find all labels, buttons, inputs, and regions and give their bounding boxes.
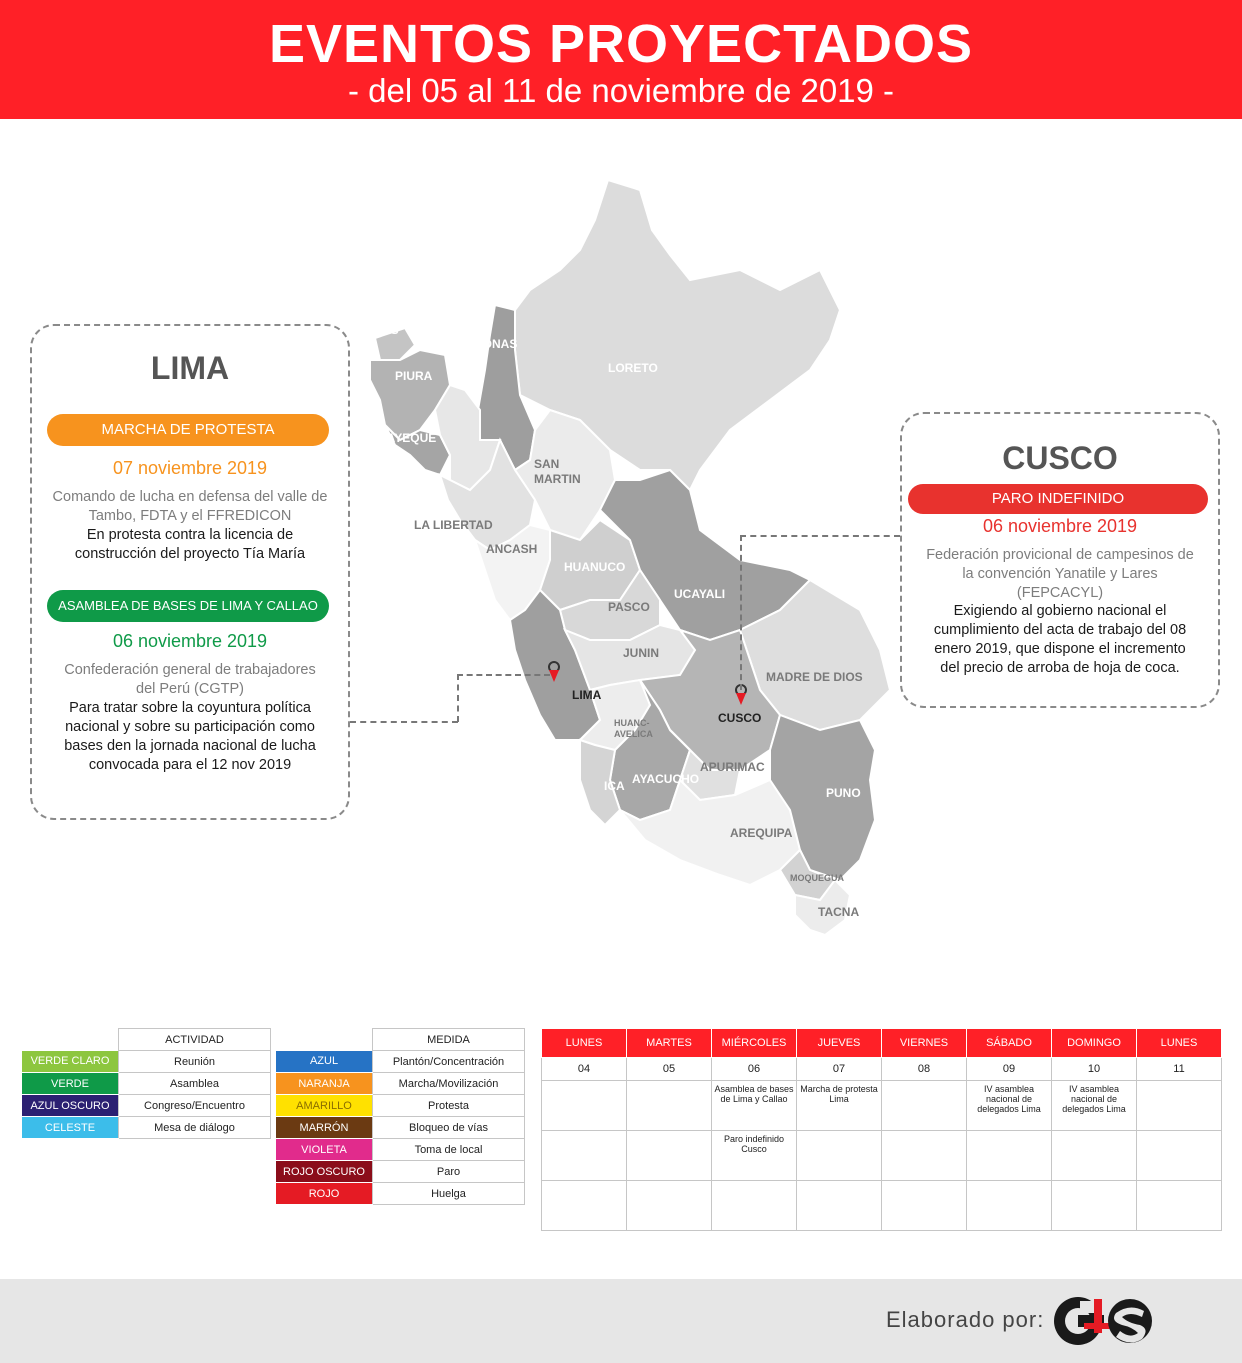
label-arequipa: AREQUIPA <box>730 826 793 840</box>
lima-event2-desc-line: convocada para el 12 nov 2019 <box>88 757 292 773</box>
legend-label: Reunión <box>119 1051 271 1073</box>
lima-event2-org-line: Confederación general de trabajadores <box>64 662 316 678</box>
color-swatch: ROJO OSCURO <box>276 1161 373 1183</box>
cusco-event1-desc-line: enero 2019, que dispone el incremento <box>934 641 1186 657</box>
legend-row <box>22 1095 271 1117</box>
lima-callout <box>30 324 350 820</box>
legend-row <box>22 1117 271 1139</box>
footer <box>0 1279 1242 1363</box>
calendar-event-cell <box>967 1181 1052 1231</box>
calendar-event-cell: IV asamblea nacional de delegados Lima <box>1052 1081 1137 1131</box>
label-cusco: CUSCO <box>718 711 762 725</box>
legend-row <box>22 1051 271 1073</box>
cusco-event1-org-line: (FEPCACYL) <box>1016 585 1104 601</box>
g4s-logo <box>1050 1293 1154 1349</box>
legend-blank-cell <box>276 1029 373 1051</box>
calendar-event-cell <box>882 1181 967 1231</box>
cusco-callout-title: CUSCO <box>1002 440 1118 476</box>
calendar-day-header: VIERNES <box>882 1029 967 1058</box>
calendar-day-header: JUEVES <box>797 1029 882 1058</box>
color-swatch: AZUL <box>276 1051 373 1073</box>
legend-row <box>276 1161 525 1183</box>
label-pasco: PASCO <box>608 600 650 614</box>
calendar-event-cell <box>712 1181 797 1231</box>
legend-row <box>276 1183 525 1205</box>
calendar-event-cell <box>882 1131 967 1181</box>
calendar-event-cell <box>542 1081 627 1131</box>
color-swatch: AMARILLO <box>276 1095 373 1117</box>
label-ayacucho: AYACUCHO <box>632 772 700 786</box>
calendar-day-header: SÁBADO <box>967 1029 1052 1058</box>
calendar-event-row <box>542 1081 1222 1131</box>
legend-blank-cell <box>22 1029 119 1051</box>
calendar-date: 10 <box>1052 1058 1137 1081</box>
calendar-event-cell <box>627 1181 712 1231</box>
calendar-event-row <box>542 1131 1222 1181</box>
header-banner <box>0 0 1242 119</box>
calendar-date: 09 <box>967 1058 1052 1081</box>
label-ancash: ANCASH <box>486 542 538 556</box>
label-huancavelica-1: HUANC- <box>614 718 650 728</box>
color-swatch: CELESTE <box>22 1117 119 1139</box>
calendar-event-cell <box>797 1131 882 1181</box>
label-amazonas: AMAZONAS <box>448 337 518 351</box>
calendar-date: 11 <box>1137 1058 1222 1081</box>
label-la-libertad: LA LIBERTAD <box>414 518 493 532</box>
calendar-day-header: DOMINGO <box>1052 1029 1137 1058</box>
peru-map <box>340 170 900 950</box>
color-swatch: VERDE CLARO <box>22 1051 119 1073</box>
lima-event2-desc-line: nacional y sobre su participación como <box>65 719 315 735</box>
calendar-date: 06 <box>712 1058 797 1081</box>
cusco-event1-desc-line: Exigiendo al gobierno nacional el <box>953 603 1167 619</box>
lima-event1-org-line: Tambo, FDTA y el FFREDICON <box>88 508 292 524</box>
calendar-event-cell: IV asamblea nacional de delegados Lima <box>967 1081 1052 1131</box>
color-swatch: VERDE <box>22 1073 119 1095</box>
calendar-event-cell <box>1137 1131 1222 1181</box>
cusco-connector-h <box>740 535 900 537</box>
legend-label: Congreso/Encuentro <box>119 1095 271 1117</box>
measure-legend-header: MEDIDA <box>373 1029 525 1051</box>
label-apurimac: APURIMAC <box>700 760 765 774</box>
calendar-event-cell: Paro indefinido Cusco <box>712 1131 797 1181</box>
calendar-event-cell <box>627 1131 712 1181</box>
label-moquegua: MOQUEGUA <box>790 873 844 883</box>
activity-legend <box>22 1028 271 1139</box>
calendar-event-cell <box>967 1131 1052 1181</box>
page-title: EVENTOS PROYECTADOS <box>268 14 974 74</box>
calendar-date: 07 <box>797 1058 882 1081</box>
label-ucayali: UCAYALI <box>674 587 726 601</box>
calendar-event-cell: Marcha de protesta Lima <box>797 1081 882 1131</box>
lima-event2-date: 06 noviembre 2019 <box>112 631 268 651</box>
legend-label: Plantón/Concentración <box>373 1051 525 1073</box>
cusco-event1-org-line: la convención Yanatile y Lares <box>962 566 1158 582</box>
label-lambayeque: LAMBAYEQUE <box>352 431 437 445</box>
legend-label: Bloqueo de vías <box>373 1117 525 1139</box>
legend-row <box>22 1073 271 1095</box>
label-junin: JUNIN <box>623 646 660 660</box>
cusco-connector-v <box>740 535 742 690</box>
legend-label: Mesa de diálogo <box>119 1117 271 1139</box>
label-loreto: LORETO <box>608 361 658 375</box>
label-san-martin-1: SAN <box>534 457 560 471</box>
weekly-calendar <box>541 1028 1222 1231</box>
calendar-date: 05 <box>627 1058 712 1081</box>
legend-label: Marcha/Movilización <box>373 1073 525 1095</box>
label-madre-de-dios: MADRE DE DIOS <box>766 670 863 684</box>
lima-event1-date: 07 noviembre 2019 <box>112 458 268 478</box>
lima-event1-desc-line: En protesta contra la licencia de <box>86 527 294 543</box>
lima-event2-desc-line: Para tratar sobre la coyuntura política <box>69 700 311 716</box>
color-swatch: AZUL OSCURO <box>22 1095 119 1117</box>
lima-event1-description <box>42 526 338 564</box>
lima-callout-title: LIMA <box>150 350 230 386</box>
cusco-event1-org <box>912 546 1208 603</box>
peru-map-svg <box>340 170 900 950</box>
color-swatch: MARRÓN <box>276 1117 373 1139</box>
lima-event1-org <box>42 488 338 526</box>
label-piura: PIURA <box>395 369 433 383</box>
calendar-event-cell <box>1052 1131 1137 1181</box>
calendar-date: 04 <box>542 1058 627 1081</box>
cusco-event1-desc-line: cumplimiento del acta de trabajo del 08 <box>933 622 1187 638</box>
label-puno: PUNO <box>826 786 861 800</box>
label-san-martin-2: MARTIN <box>534 472 581 486</box>
calendar-day-header: LUNES <box>1137 1029 1222 1058</box>
cusco-callout <box>900 412 1220 708</box>
lima-event2-org <box>42 661 338 699</box>
calendar-event-cell <box>542 1181 627 1231</box>
label-huancavelica-2: AVELICA <box>614 729 653 739</box>
cusco-event1-description <box>912 602 1208 678</box>
cusco-event1-org-line: Federación provicional de campesinos de <box>926 547 1194 563</box>
label-lima: LIMA <box>572 688 602 702</box>
lima-event2-desc-line: bases den la jornada nacional de lucha <box>64 738 316 754</box>
cusco-event1-type-badge: PARO INDEFINIDO <box>908 484 1208 514</box>
color-swatch: NARANJA <box>276 1073 373 1095</box>
lima-connector-h1 <box>350 721 458 723</box>
legend-label: Asamblea <box>119 1073 271 1095</box>
cusco-event1-date: 06 noviembre 2019 <box>982 516 1138 536</box>
calendar-event-cell <box>797 1181 882 1231</box>
lima-event2-description <box>42 699 338 775</box>
calendar-event-cell <box>627 1081 712 1131</box>
measure-legend <box>276 1028 525 1205</box>
calendar-day-header: LUNES <box>542 1029 627 1058</box>
legend-label: Toma de local <box>373 1139 525 1161</box>
calendar-day-headers <box>542 1029 1222 1058</box>
legend-row <box>276 1051 525 1073</box>
activity-legend-header: ACTIVIDAD <box>119 1029 271 1051</box>
calendar-day-header: MIÉRCOLES <box>712 1029 797 1058</box>
legend-row <box>276 1117 525 1139</box>
color-swatch: VIOLETA <box>276 1139 373 1161</box>
legend-row <box>276 1139 525 1161</box>
label-tumbes: TUMBES <box>348 323 399 337</box>
calendar-event-cell: Asamblea de bases de Lima y Callao <box>712 1081 797 1131</box>
lima-connector-v <box>457 674 459 722</box>
lima-event2-org-line: del Perú (CGTP) <box>136 681 244 697</box>
calendar-date: 08 <box>882 1058 967 1081</box>
lima-connector-h2 <box>457 674 550 676</box>
legend-label: Huelga <box>373 1183 525 1205</box>
footer-credit-label: Elaborado por: <box>886 1307 1045 1332</box>
color-swatch: ROJO <box>276 1183 373 1205</box>
legend-row <box>276 1073 525 1095</box>
calendar-event-cell <box>882 1081 967 1131</box>
legend-label: Protesta <box>373 1095 525 1117</box>
calendar-event-row <box>542 1181 1222 1231</box>
legend-label: Paro <box>373 1161 525 1183</box>
calendar-event-cell <box>542 1131 627 1181</box>
lima-event1-type-badge: MARCHA DE PROTESTA <box>47 414 329 446</box>
lima-event1-desc-line: construcción del proyecto Tía María <box>74 546 306 562</box>
calendar-dates-row <box>542 1058 1222 1081</box>
calendar-event-cell <box>1052 1181 1137 1231</box>
cusco-event1-desc-line: del precio de arroba de hoja de coca. <box>940 660 1180 676</box>
calendar-day-header: MARTES <box>627 1029 712 1058</box>
lima-event1-org-line: Comando de lucha en defensa del valle de <box>52 489 328 505</box>
page-subtitle: - del 05 al 11 de noviembre de 2019 - <box>347 72 895 109</box>
label-tacna: TACNA <box>818 905 860 919</box>
calendar-event-cell <box>1137 1181 1222 1231</box>
label-ica: ICA <box>604 779 625 793</box>
lima-event2-type-badge: ASAMBLEA DE BASES DE LIMA Y CALLAO <box>47 590 329 622</box>
legend-row <box>276 1095 525 1117</box>
calendar-event-cell <box>1137 1081 1222 1131</box>
label-huanuco: HUANUCO <box>564 560 626 574</box>
